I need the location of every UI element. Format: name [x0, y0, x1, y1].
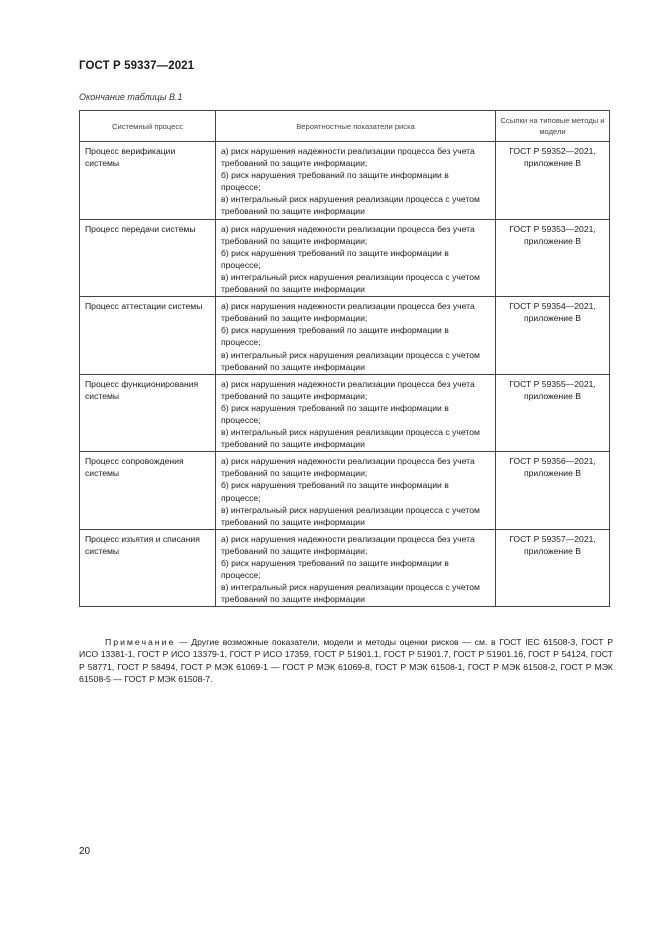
risk-cell — [216, 529, 496, 607]
risk-item: в) интегральный риск нарушения реализации процесса с учетом требований по защите информации — [221, 504, 480, 527]
table-row — [80, 297, 610, 375]
risk-item: в) интегральный риск нарушения реализации процесса с учетом требований по защите информации — [221, 582, 480, 605]
note-paragraph — [79, 636, 613, 686]
risk-item: б) риск нарушения требований по защите информации в процессе; — [221, 402, 449, 425]
risk-item: а) риск нарушения надежности реализации процесса без учета требований по защите информации; — [221, 301, 475, 324]
risk-item: в) интегральный риск нарушения реализации процесса с учетом требований по защите информации — [221, 194, 480, 217]
reference-cell: ГОСТ Р 59356—2021, приложение В — [496, 452, 610, 530]
reference-cell: ГОСТ Р 59354—2021, приложение В — [496, 297, 610, 375]
page-number: 20 — [79, 846, 91, 857]
risk-cell — [216, 297, 496, 375]
risk-item: б) риск нарушения требований по защите информации в процессе; — [221, 247, 449, 270]
risk-item: а) риск нарушения надежности реализации процесса без учета требований по защите информации; — [221, 456, 475, 479]
column-header-process: Системный процесс — [80, 111, 216, 142]
process-cell: Процесс аттестации системы — [80, 297, 216, 375]
table-row — [80, 529, 610, 607]
risk-item: б) риск нарушения требований по защите информации в процессе; — [221, 480, 449, 503]
table-row — [80, 374, 610, 452]
process-cell: Процесс сопровождения системы — [80, 452, 216, 530]
process-cell: Процесс функционирования системы — [80, 374, 216, 452]
risk-item: а) риск нарушения надежности реализации процесса без учета требований по защите информации; — [221, 378, 475, 401]
risk-item: а) риск нарушения надежности реализации процесса без учета требований по защите информации; — [221, 533, 475, 556]
note-text: — Другие возможные показатели, модели и методы оценки рисков — см. в ГОСТ IEC 61508-3, ГОСТ Р ИСО 13381-1, ГОСТ Р ИСО 13379-1, ГОСТ Р ИСО 17359, ГОСТ Р 51901.1, ГОСТ Р 51901.7, ГОСТ Р 51901.16, ГОСТ Р 54124, ГОСТ Р 58771, ГОСТ Р 58494, ГОСТ Р МЭК 61069-1 — ГОСТ Р МЭК 61069-8, ГОСТ Р МЭК 61508-1, ГОСТ Р МЭК 61508-2, ГОСТ Р МЭК 61508-5 — ГОСТ Р МЭК 61508-7. — [79, 637, 613, 685]
table-header-row — [80, 111, 610, 142]
risk-table — [79, 110, 610, 607]
reference-cell: ГОСТ Р 59352—2021, приложение В — [496, 142, 610, 220]
risk-item: б) риск нарушения требований по защите информации в процессе; — [221, 558, 449, 581]
reference-cell: ГОСТ Р 59353—2021, приложение В — [496, 219, 610, 297]
reference-cell: ГОСТ Р 59355—2021, приложение В — [496, 374, 610, 452]
risk-item: б) риск нарушения требований по защите информации в процессе; — [221, 325, 449, 348]
process-cell: Процесс изъятия и списания системы — [80, 529, 216, 607]
risk-item: б) риск нарушения требований по защите информации в процессе; — [221, 170, 449, 193]
document-title: ГОСТ Р 59337—2021 — [79, 60, 195, 72]
risk-item: в) интегральный риск нарушения реализации процесса с учетом требований по защите информации — [221, 349, 480, 372]
process-cell: Процесс верификации системы — [80, 142, 216, 220]
risk-item: а) риск нарушения надежности реализации процесса без учета требований по защите информации; — [221, 146, 475, 169]
note-label: Примечание — [105, 637, 176, 647]
risk-item: в) интегральный риск нарушения реализации процесса с учетом требований по защите информации — [221, 271, 480, 295]
column-header-refs: Ссылки на типовые методы и модели — [496, 111, 610, 142]
risk-item: в) интегральный риск нарушения реализации процесса с учетом требований по защите информации — [221, 427, 480, 450]
risk-cell — [216, 374, 496, 452]
reference-cell: ГОСТ Р 59357—2021, приложение В — [496, 529, 610, 607]
risk-item: а) риск нарушения надежности реализации процесса без учета требований по защите информации; — [221, 223, 475, 246]
risk-cell — [216, 452, 496, 530]
risk-cell — [216, 142, 496, 220]
process-cell: Процесс передачи системы — [80, 219, 216, 297]
table-row — [80, 142, 610, 220]
risk-cell — [216, 219, 496, 297]
table-row — [80, 219, 610, 297]
table-body — [80, 142, 610, 607]
table-caption: Окончание таблицы В.1 — [79, 92, 183, 102]
column-header-risk: Вероятностные показатели риска — [216, 111, 496, 142]
table-row — [80, 452, 610, 530]
